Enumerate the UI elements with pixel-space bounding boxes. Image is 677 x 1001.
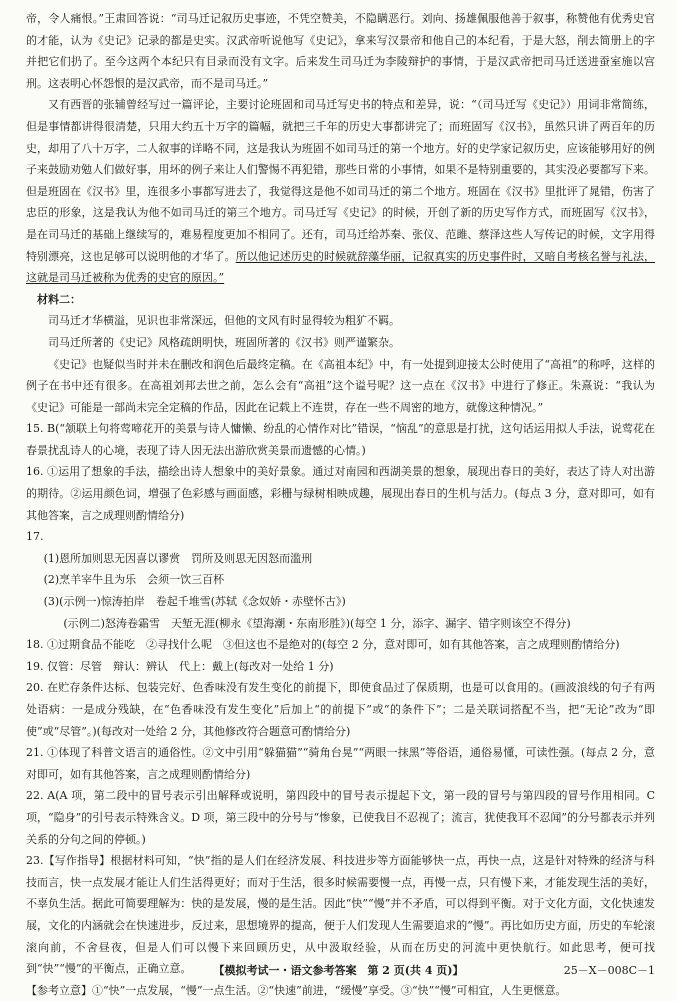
answers-section: [26, 418, 655, 1001]
material-one-section: [26, 8, 655, 289]
answer-17-1: (1)恩所加则思无因喜以谬赏 罚所及则思无因怒而滥刑: [43, 551, 313, 565]
answer-18: 18. ①过期食品不能吃 ②寻找什么呢 ③但这也不是绝对的(每空 2 分，意对即可，如有其他答案，言之成理则酌情给分): [26, 638, 620, 652]
answer-17-3-example-2: (示例二)怒涛卷霜雪 天堑无涯(柳永《望海潮・东南形胜》)(每空 1 分，添字、漏字、错字则该空不得分): [63, 616, 571, 630]
material-two-paragraph-2: 司马迁所著的《史记》风格疏朗明快，班固所著的《汉书》则严谨繁杂。: [48, 335, 400, 349]
answer-20: 20. 在贮存条件达标、包装完好、色香味没有发生变化的前提下，即使食品过了保质期，也是可以食用的。(画波浪线的句子有两处语病：一是成分残缺，在“色香味没有发生变化”后加上“的前提下”或“的条件下”；二是关联词搭配不当，把“无论”改为“即使”或“尽管”。)(每改对一处给 2 分，其他修改符合题意可酌情给分): [26, 681, 655, 738]
answer-15: 15. B(“颔联上句将莺啼花开的美景与诗人慵懒、纷乱的心情作对比”错误，“恼乱”的意思是打扰，这句话运用拟人手法，说莺花在春景扰乱诗人的心境，表现了诗人因无法出游欣赏美景而遗憾的心情。): [26, 422, 655, 457]
material-one-paragraph-2: [26, 94, 655, 288]
material-one-underlined-sentence: 所以他记述历史的时候就辞藻华丽，记叙真实的历史事件时，又暗自考核名誉与礼法，这就是司马迁被称为优秀的史官的原因。”: [26, 249, 656, 285]
answer-21: 21. ①体现了科普文语言的通俗性。②文中引用“躲猫猫”“骑角台晃”“两眼一抹黑”等俗语，通俗易懂，可读性强。(每点 2 分，意对即可，如有其他答案，言之成理则酌情给分): [26, 746, 655, 781]
answer-22: 22. A(A 项，第二段中的冒号表示引出解释或说明，第四段中的冒号表示提起下文，第一段的冒号与第四段的冒号作用相同。C 项，“隐身”的引号表示特殊含义。D 项，第三段中的分号与“惨象，已使我目不忍视了；流言，犹使我耳不忍闻”的分号都表示并列关系的分句之间的停顿。): [26, 789, 655, 846]
material-two-section: [26, 289, 655, 419]
material-two-heading: 材料二：: [37, 292, 81, 306]
answer-17-label: 17.: [26, 530, 44, 544]
answer-16: 16. ①运用了想象的手法，描绘出诗人想象中的美好景象。通过对南园和西湖美景的想象，展现出春日的美好，表达了诗人对出游的期待。②运用颜色词，增强了色彩感与画面感，彩栅与绿树相映成趣，展现出春日的生机与活力。(每点 3 分，意对即可，如有其他答案，言之成理则酌情给分): [26, 465, 655, 522]
footer-doc-code: 25－X－008C－1: [563, 964, 655, 977]
material-two-paragraph-3: 《史记》也疑似当时并未在删改和润色后最终定稿。在《高祖本纪》中，有一处提到迎接太公时使用了“高祖”的称呼，这样的例子在书中还有很多。在高祖刘邦去世之前，怎么会有“高祖”这个谥号呢？这一点在《汉书》中进行了修正。朱熹说：“我认为《史记》可能是一部尚未完全定稿的作品，因此在记载上不连贯，存在一些不周密的地方，就像这种情况。”: [26, 357, 655, 414]
answer-23-writing-guide: 23.【写作指导】根据材料可知，“快”指的是人们在经济发展、科技进步等方面能够快一点，再快一点，这是针对特殊的经济与科技而言，快一点发展才能让人们生活得更好；而对于生活，很多时候需要慢一点，再慢一点，只有慢下来，才能发现生活的美好，不辜负生活。据此可简要理解为：快的是发展，慢的是生活。因此“快”“慢”并不矛盾，可以得到平衡。对于文化方面，文化快速发展，文化的内涵就会在快速进步，反过来，思想境界的提高，便于人们发现人生需要追求的“慢”。再比如历史方面，历史的车轮滚滚向前，不舍昼夜，但是人们可以慢下来回顾历史，从中汲取经验，从而在历史的河流中更快航行。如此思考，便可找到“快”“慢”的平衡点，正确立意。: [26, 854, 655, 976]
answer-17-2: (2)烹羊宰牛且为乐 会须一饮三百杯: [43, 573, 225, 587]
material-two-paragraph-1: 司马迁才华横溢，见识也非常深远，但他的文风有时显得较为粗犷不羁。: [48, 314, 400, 328]
material-one-paragraph-2-text: 又有西晋的张辅曾经写过一篇评论，主要讨论班固和司马迁写史书的特点和差异，说：“（司马迁写《史记》）用词非常简练，但是事情都讲得很清楚，只用大约五十万字的篇幅，就把三千年的历史大事都讲完了；而班固写《汉书》，虽然只讲了两百年的历史，却用了八十万字，二人叙事的详略不同，这是我认为班固不如司马迁的第一个地方。好的史学家记叙历史，应该能够用好的例子来鼓励劝勉人们做好事，用坏的例子来让人们警惕不再犯错，那些日常的小事情，如果不是特别重要的，其实没必要都写下来。但是班固在《汉书》里，连很多小事都写进去了，我觉得这是他不如司马迁的第二个地方。班固在《汉书》里批评了晁错，伤害了忠臣的形象，这是我认为他不如司马迁的第三个地方。司马迁写《史记》的时候，开创了新的历史写作方式，而班固写《汉书》，是在司马迁的基础上继续写的，难易程度更加不相同了。还有，司马迁给苏秦、张仪、范雎、蔡泽这些人写传记的时候，文字用得特别漂亮，这也足够可以说明他的才华了。: [26, 98, 655, 263]
material-one-paragraph-1: 帝，令人痛恨。”王肃回答说：“司马迁记叙历史事迹，不凭空赞美，不隐瞒恶行。刘向、扬雄佩服他善于叙事，称赞他有优秀史官的才能，认为《史记》记录的都是史实。汉武帝听说他写《史记》，拿来写汉景帝和他自己的本纪看，于是大怒，削去简册上的字并把它们扔了。至今这两个本纪只有目录而没有文字。后来发生司马迁为李陵辩护的事情，于是汉武帝把司马迁送进蚕室施以宫刑。这表明心怀怨恨的是汉武帝，而不是司马迁。”: [26, 12, 655, 90]
answer-19: 19. 仅管：尽管 辩认：辨认 代上：戴上(每改对一处给 1 分): [26, 659, 334, 673]
footer-page-label: 【模拟考试一・语文参考答案 第 2 页(共 4 页)】: [213, 964, 464, 977]
answer-23-reference-theme: 【参考立意】①“快”一点发展，“慢”一点生活。②“快速”前进，“缓慢”享受。③“快”“慢”可相宜，人生更惬意。: [26, 983, 567, 997]
answer-17-3-example-1: (3)(示例一)惊涛拍岸 卷起千堆雪(苏轼《念奴娇・赤壁怀古》): [43, 595, 346, 609]
